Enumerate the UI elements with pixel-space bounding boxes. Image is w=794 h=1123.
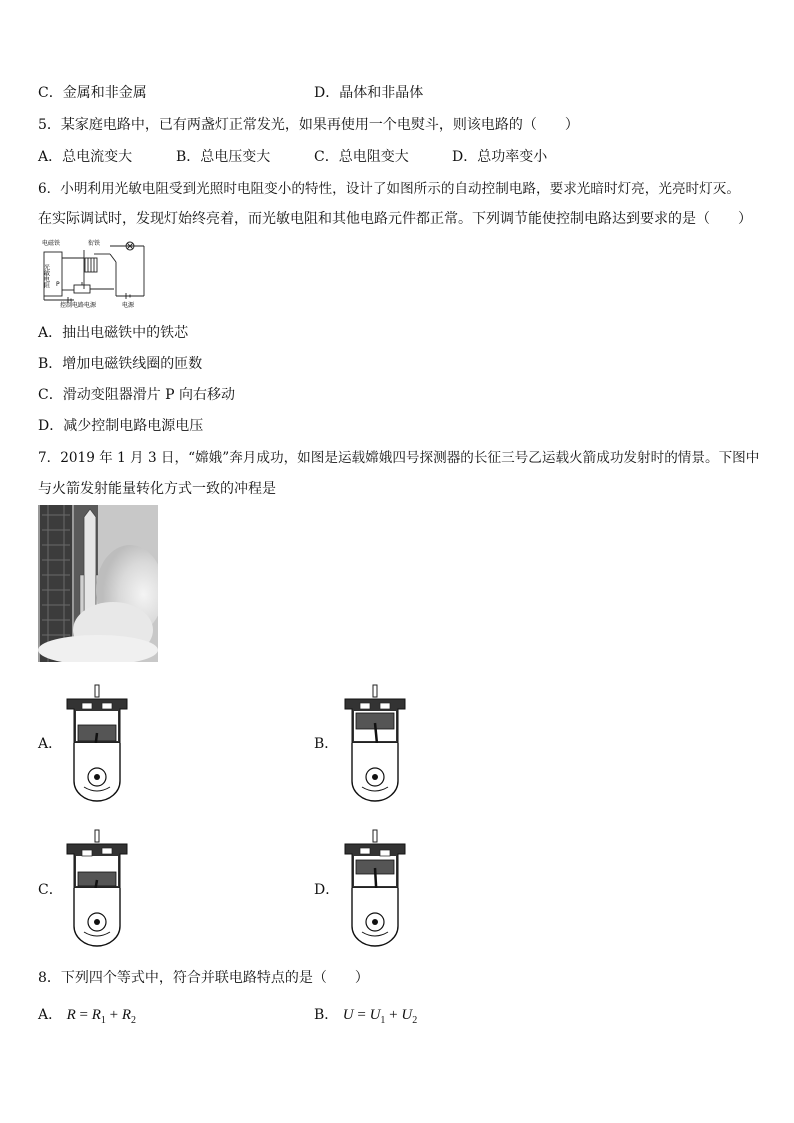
q8-option-b-label: B． (314, 1007, 339, 1023)
q7-stem-line1: 7．2019 年 1 月 3 日，“嫦娥”奔月成功，如图是运载嫦娥四号探测器的长征三号乙运载火箭成功发射时的情景。下图中 (38, 450, 760, 466)
formula-series-voltage: $U = U_1 + U_2$ (342, 1007, 418, 1026)
label-electromagnet: 电磁铁 (42, 240, 61, 247)
q5-option-a: A．总电流变大 (38, 149, 133, 165)
q5-option-d: D．总功率变小 (452, 149, 548, 165)
q8-stem: 8．下列四个等式中，符合并联电路特点的是（ ） (38, 970, 369, 986)
engine-stroke-b (340, 683, 410, 803)
engine-stroke-d (340, 828, 410, 948)
q5-stem: 5．某家庭电路中，已有两盏灯正常发光，如果再使用一个电熨斗，则该电路的（ ） (38, 117, 579, 133)
label-photoresistor: 光敏电阻 (42, 264, 50, 288)
q7-option-c-label: C． (38, 882, 63, 898)
q7-option-d-label: D． (314, 882, 340, 898)
q6-option-d: D．减少控制电路电源电压 (38, 418, 204, 434)
q8-option-b (314, 1004, 417, 1026)
q8-option-a-label: A． (38, 1007, 63, 1023)
q7-stem-line2: 与火箭发射能量转化方式一致的冲程是 (38, 481, 276, 497)
q5-option-c: C．总电阻变大 (314, 149, 409, 165)
q6-stem-line1: 6．小明利用光敏电阻受到光照时电阻变小的特性，设计了如图所示的自动控制电路，要求光暗时灯亮，光亮时灯灭。 (38, 181, 740, 197)
q8-option-a (38, 1004, 136, 1026)
label-p: P (56, 281, 60, 288)
label-source: 电源 (122, 302, 135, 308)
q6-circuit-figure (38, 236, 148, 308)
rheostat-icon (74, 285, 90, 293)
engine-stroke-c (62, 828, 132, 948)
q4-option-c: C．金属和非金属 (38, 85, 147, 101)
formula-series-resistance: $R = R_1 + R_2$ (66, 1007, 137, 1026)
q7-option-a-label: A． (38, 736, 63, 752)
q6-option-a: A．抽出电磁铁中的铁芯 (38, 325, 189, 341)
label-armature: 衔铁 (88, 240, 101, 247)
q6-option-c: C．滑动变阻器滑片 P 向右移动 (38, 387, 236, 403)
q7-option-b-label: B． (314, 736, 339, 752)
label-control-source: 控制电路电源 (60, 302, 97, 308)
engine-stroke-a (62, 683, 132, 803)
q4-option-d: D．晶体和非晶体 (314, 85, 424, 101)
rocket-launch-photo (38, 505, 158, 662)
q6-stem-line2: 在实际调试时，发现灯始终亮着，而光敏电阻和其他电路元件都正常。下列调节能使控制电路达到要求的是（ ） (38, 211, 752, 227)
q5-option-b: B．总电压变大 (176, 149, 271, 165)
q6-option-b: B．增加电磁铁线圈的匝数 (38, 356, 203, 372)
